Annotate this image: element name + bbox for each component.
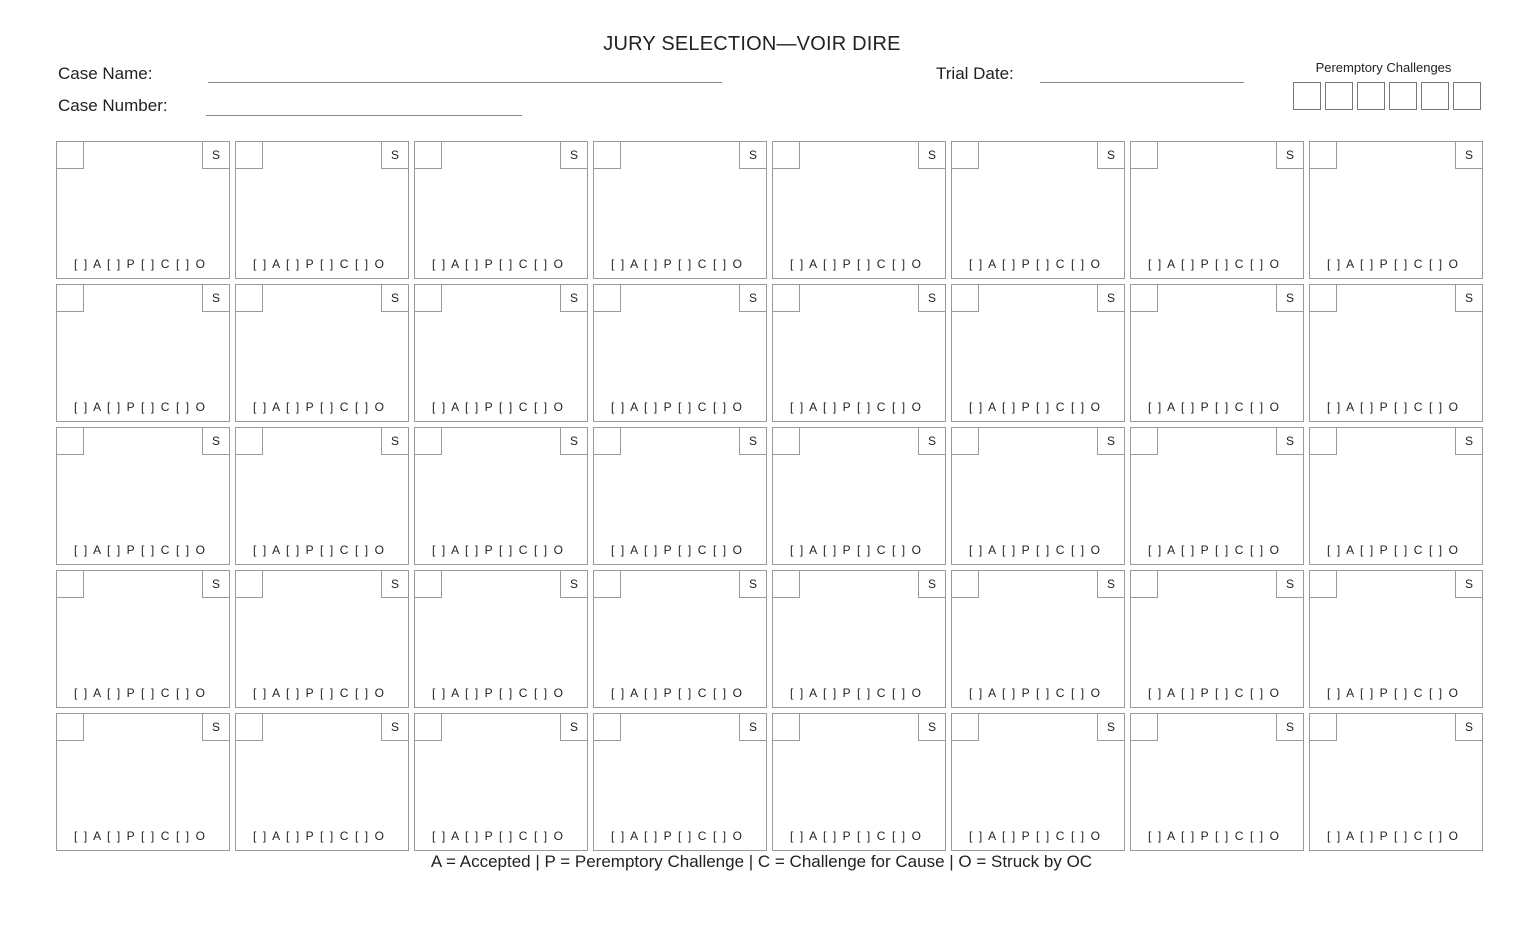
juror-number-box[interactable] — [414, 141, 442, 169]
juror-number-box[interactable] — [951, 141, 979, 169]
juror-cell[interactable] — [56, 141, 230, 279]
juror-status-options[interactable]: [ ] A [ ] P [ ] C [ ] O — [790, 257, 923, 271]
strike-box[interactable]: S — [918, 141, 946, 169]
strike-box[interactable]: S — [1097, 427, 1125, 455]
strike-box[interactable]: S — [1276, 570, 1304, 598]
juror-status-options[interactable]: [ ] A [ ] P [ ] C [ ] O — [969, 543, 1102, 557]
juror-cell[interactable] — [1309, 427, 1483, 565]
juror-cell[interactable] — [951, 284, 1125, 422]
juror-cell[interactable] — [414, 427, 588, 565]
strike-box[interactable]: S — [560, 570, 588, 598]
juror-cell[interactable] — [56, 284, 230, 422]
juror-status-options[interactable]: [ ] A [ ] P [ ] C [ ] O — [611, 257, 744, 271]
juror-cell[interactable] — [772, 284, 946, 422]
juror-number-box[interactable] — [414, 570, 442, 598]
juror-status-options[interactable]: [ ] A [ ] P [ ] C [ ] O — [611, 400, 744, 414]
strike-box[interactable]: S — [918, 713, 946, 741]
juror-cell[interactable] — [1309, 713, 1483, 851]
juror-cell[interactable] — [56, 713, 230, 851]
strike-box[interactable]: S — [739, 427, 767, 455]
strike-box[interactable]: S — [202, 570, 230, 598]
strike-box[interactable]: S — [1455, 141, 1483, 169]
juror-number-box[interactable] — [1130, 427, 1158, 455]
strike-box[interactable]: S — [560, 141, 588, 169]
peremptory-challenge-boxes — [1293, 82, 1481, 110]
strike-box[interactable]: S — [1455, 427, 1483, 455]
juror-number-box[interactable] — [1309, 570, 1337, 598]
juror-cell[interactable] — [235, 427, 409, 565]
juror-number-box[interactable] — [772, 284, 800, 312]
juror-number-box[interactable] — [1309, 427, 1337, 455]
juror-cell[interactable] — [1130, 284, 1304, 422]
juror-number-box[interactable] — [1130, 570, 1158, 598]
juror-number-box[interactable] — [235, 713, 263, 741]
juror-number-box[interactable] — [1130, 713, 1158, 741]
juror-cell[interactable] — [593, 570, 767, 708]
juror-cell[interactable] — [772, 141, 946, 279]
juror-number-box[interactable] — [56, 284, 84, 312]
juror-number-box[interactable] — [951, 570, 979, 598]
juror-cell[interactable] — [951, 427, 1125, 565]
strike-box[interactable]: S — [381, 570, 409, 598]
strike-box[interactable]: S — [1097, 284, 1125, 312]
strike-box[interactable]: S — [1097, 713, 1125, 741]
strike-box[interactable]: S — [560, 427, 588, 455]
juror-number-box[interactable] — [593, 427, 621, 455]
peremptory-challenges-label: Peremptory Challenges — [1315, 60, 1452, 75]
juror-cell[interactable] — [1130, 570, 1304, 708]
juror-status-options[interactable]: [ ] A [ ] P [ ] C [ ] O — [611, 543, 744, 557]
juror-cell[interactable] — [1130, 713, 1304, 851]
juror-number-box[interactable] — [593, 284, 621, 312]
juror-cell[interactable] — [1130, 141, 1304, 279]
legend: A = Accepted | P = Peremptory Challenge | C = Challenge for Cause | O = Struck by OC — [430, 852, 1093, 871]
juror-status-options[interactable]: [ ] A [ ] P [ ] C [ ] O — [432, 686, 565, 700]
juror-status-options[interactable]: [ ] A [ ] P [ ] C [ ] O — [790, 400, 923, 414]
juror-number-box[interactable] — [1130, 284, 1158, 312]
juror-cell[interactable] — [593, 284, 767, 422]
juror-status-options[interactable]: [ ] A [ ] P [ ] C [ ] O — [1148, 829, 1281, 843]
peremptory-challenge-box[interactable] — [1453, 82, 1481, 110]
juror-cell[interactable] — [56, 427, 230, 565]
juror-status-options[interactable]: [ ] A [ ] P [ ] C [ ] O — [74, 543, 207, 557]
strike-box[interactable]: S — [1276, 427, 1304, 455]
strike-box[interactable]: S — [739, 570, 767, 598]
juror-number-box[interactable] — [414, 713, 442, 741]
juror-number-box[interactable] — [951, 284, 979, 312]
juror-status-options[interactable]: [ ] A [ ] P [ ] C [ ] O — [74, 400, 207, 414]
strike-box[interactable]: S — [918, 284, 946, 312]
juror-number-box[interactable] — [235, 284, 263, 312]
juror-cell[interactable] — [1309, 570, 1483, 708]
strike-box[interactable]: S — [202, 284, 230, 312]
juror-status-options[interactable]: [ ] A [ ] P [ ] C [ ] O — [1327, 543, 1460, 557]
strike-box[interactable]: S — [560, 713, 588, 741]
juror-status-options[interactable]: [ ] A [ ] P [ ] C [ ] O — [74, 686, 207, 700]
juror-status-options[interactable]: [ ] A [ ] P [ ] C [ ] O — [1327, 400, 1460, 414]
juror-number-box[interactable] — [56, 713, 84, 741]
juror-cell[interactable] — [951, 570, 1125, 708]
strike-box[interactable]: S — [202, 427, 230, 455]
juror-status-options[interactable]: [ ] A [ ] P [ ] C [ ] O — [969, 257, 1102, 271]
juror-grid — [56, 141, 1483, 851]
juror-number-box[interactable] — [1130, 141, 1158, 169]
juror-number-box[interactable] — [235, 141, 263, 169]
juror-status-options[interactable]: [ ] A [ ] P [ ] C [ ] O — [253, 257, 386, 271]
juror-number-box[interactable] — [414, 284, 442, 312]
juror-status-options[interactable]: [ ] A [ ] P [ ] C [ ] O — [611, 829, 744, 843]
juror-cell[interactable] — [1309, 141, 1483, 279]
juror-cell[interactable] — [235, 141, 409, 279]
juror-status-options[interactable]: [ ] A [ ] P [ ] C [ ] O — [253, 829, 386, 843]
juror-cell[interactable] — [1309, 284, 1483, 422]
peremptory-challenge-box[interactable] — [1389, 82, 1417, 110]
juror-status-options[interactable]: [ ] A [ ] P [ ] C [ ] O — [1327, 686, 1460, 700]
juror-status-options[interactable]: [ ] A [ ] P [ ] C [ ] O — [253, 400, 386, 414]
juror-status-options[interactable]: [ ] A [ ] P [ ] C [ ] O — [432, 257, 565, 271]
juror-cell[interactable] — [235, 713, 409, 851]
strike-box[interactable]: S — [1455, 570, 1483, 598]
case-name-field[interactable] — [208, 82, 722, 83]
strike-box[interactable]: S — [739, 713, 767, 741]
strike-box[interactable]: S — [1276, 284, 1304, 312]
strike-box[interactable]: S — [381, 427, 409, 455]
juror-number-box[interactable] — [951, 713, 979, 741]
juror-number-box[interactable] — [593, 141, 621, 169]
strike-box[interactable]: S — [739, 141, 767, 169]
juror-status-options[interactable]: [ ] A [ ] P [ ] C [ ] O — [790, 543, 923, 557]
juror-cell[interactable] — [593, 713, 767, 851]
strike-box[interactable]: S — [381, 284, 409, 312]
juror-status-options[interactable]: [ ] A [ ] P [ ] C [ ] O — [1327, 829, 1460, 843]
juror-status-options[interactable]: [ ] A [ ] P [ ] C [ ] O — [1148, 686, 1281, 700]
juror-cell[interactable] — [951, 141, 1125, 279]
juror-number-box[interactable] — [951, 427, 979, 455]
strike-box[interactable]: S — [381, 713, 409, 741]
strike-box[interactable]: S — [1276, 713, 1304, 741]
strike-box[interactable]: S — [918, 427, 946, 455]
juror-cell[interactable] — [235, 284, 409, 422]
juror-number-box[interactable] — [235, 427, 263, 455]
peremptory-challenge-box[interactable] — [1293, 82, 1321, 110]
juror-cell[interactable] — [772, 570, 946, 708]
strike-box[interactable]: S — [560, 284, 588, 312]
strike-box[interactable]: S — [1455, 713, 1483, 741]
juror-status-options[interactable]: [ ] A [ ] P [ ] C [ ] O — [432, 829, 565, 843]
juror-status-options[interactable]: [ ] A [ ] P [ ] C [ ] O — [432, 400, 565, 414]
peremptory-challenge-box[interactable] — [1325, 82, 1353, 110]
strike-box[interactable]: S — [1276, 141, 1304, 169]
case-number-label: Case Number: — [58, 96, 168, 115]
strike-box[interactable]: S — [1097, 570, 1125, 598]
juror-status-options[interactable]: [ ] A [ ] P [ ] C [ ] O — [611, 686, 744, 700]
juror-number-box[interactable] — [772, 570, 800, 598]
case-number-field[interactable] — [206, 115, 522, 116]
juror-status-options[interactable]: [ ] A [ ] P [ ] C [ ] O — [74, 257, 207, 271]
juror-status-options[interactable]: [ ] A [ ] P [ ] C [ ] O — [1148, 400, 1281, 414]
juror-status-options[interactable]: [ ] A [ ] P [ ] C [ ] O — [253, 686, 386, 700]
juror-status-options[interactable]: [ ] A [ ] P [ ] C [ ] O — [969, 686, 1102, 700]
juror-number-box[interactable] — [593, 570, 621, 598]
strike-box[interactable]: S — [381, 141, 409, 169]
juror-cell[interactable] — [951, 713, 1125, 851]
juror-number-box[interactable] — [235, 570, 263, 598]
juror-status-options[interactable]: [ ] A [ ] P [ ] C [ ] O — [1148, 543, 1281, 557]
juror-status-options[interactable]: [ ] A [ ] P [ ] C [ ] O — [74, 829, 207, 843]
juror-number-box[interactable] — [772, 141, 800, 169]
peremptory-challenge-box[interactable] — [1421, 82, 1449, 110]
juror-cell[interactable] — [414, 570, 588, 708]
juror-cell[interactable] — [593, 141, 767, 279]
juror-number-box[interactable] — [56, 427, 84, 455]
strike-box[interactable]: S — [918, 570, 946, 598]
juror-cell[interactable] — [1130, 427, 1304, 565]
strike-box[interactable]: S — [202, 141, 230, 169]
juror-number-box[interactable] — [1309, 141, 1337, 169]
strike-box[interactable]: S — [1097, 141, 1125, 169]
juror-number-box[interactable] — [1309, 284, 1337, 312]
juror-cell[interactable] — [414, 713, 588, 851]
juror-status-options[interactable]: [ ] A [ ] P [ ] C [ ] O — [1148, 257, 1281, 271]
juror-cell[interactable] — [772, 427, 946, 565]
trial-date-label: Trial Date: — [936, 64, 1014, 83]
strike-box[interactable]: S — [1455, 284, 1483, 312]
trial-date-field[interactable] — [1040, 82, 1244, 83]
juror-cell[interactable] — [56, 570, 230, 708]
juror-number-box[interactable] — [772, 713, 800, 741]
peremptory-challenge-box[interactable] — [1357, 82, 1385, 110]
juror-cell[interactable] — [593, 427, 767, 565]
juror-cell[interactable] — [772, 713, 946, 851]
juror-status-options[interactable]: [ ] A [ ] P [ ] C [ ] O — [432, 543, 565, 557]
juror-number-box[interactable] — [1309, 713, 1337, 741]
case-name-label: Case Name: — [58, 64, 153, 83]
juror-cell[interactable] — [414, 141, 588, 279]
page-title: JURY SELECTION—VOIR DIRE — [603, 33, 901, 55]
juror-status-options[interactable]: [ ] A [ ] P [ ] C [ ] O — [1327, 257, 1460, 271]
juror-status-options[interactable]: [ ] A [ ] P [ ] C [ ] O — [969, 829, 1102, 843]
juror-number-box[interactable] — [56, 570, 84, 598]
juror-cell[interactable] — [414, 284, 588, 422]
juror-number-box[interactable] — [414, 427, 442, 455]
juror-status-options[interactable]: [ ] A [ ] P [ ] C [ ] O — [969, 400, 1102, 414]
juror-status-options[interactable]: [ ] A [ ] P [ ] C [ ] O — [790, 686, 923, 700]
juror-number-box[interactable] — [56, 141, 84, 169]
juror-cell[interactable] — [235, 570, 409, 708]
juror-status-options[interactable]: [ ] A [ ] P [ ] C [ ] O — [790, 829, 923, 843]
juror-number-box[interactable] — [772, 427, 800, 455]
juror-number-box[interactable] — [593, 713, 621, 741]
strike-box[interactable]: S — [739, 284, 767, 312]
strike-box[interactable]: S — [202, 713, 230, 741]
juror-status-options[interactable]: [ ] A [ ] P [ ] C [ ] O — [253, 543, 386, 557]
